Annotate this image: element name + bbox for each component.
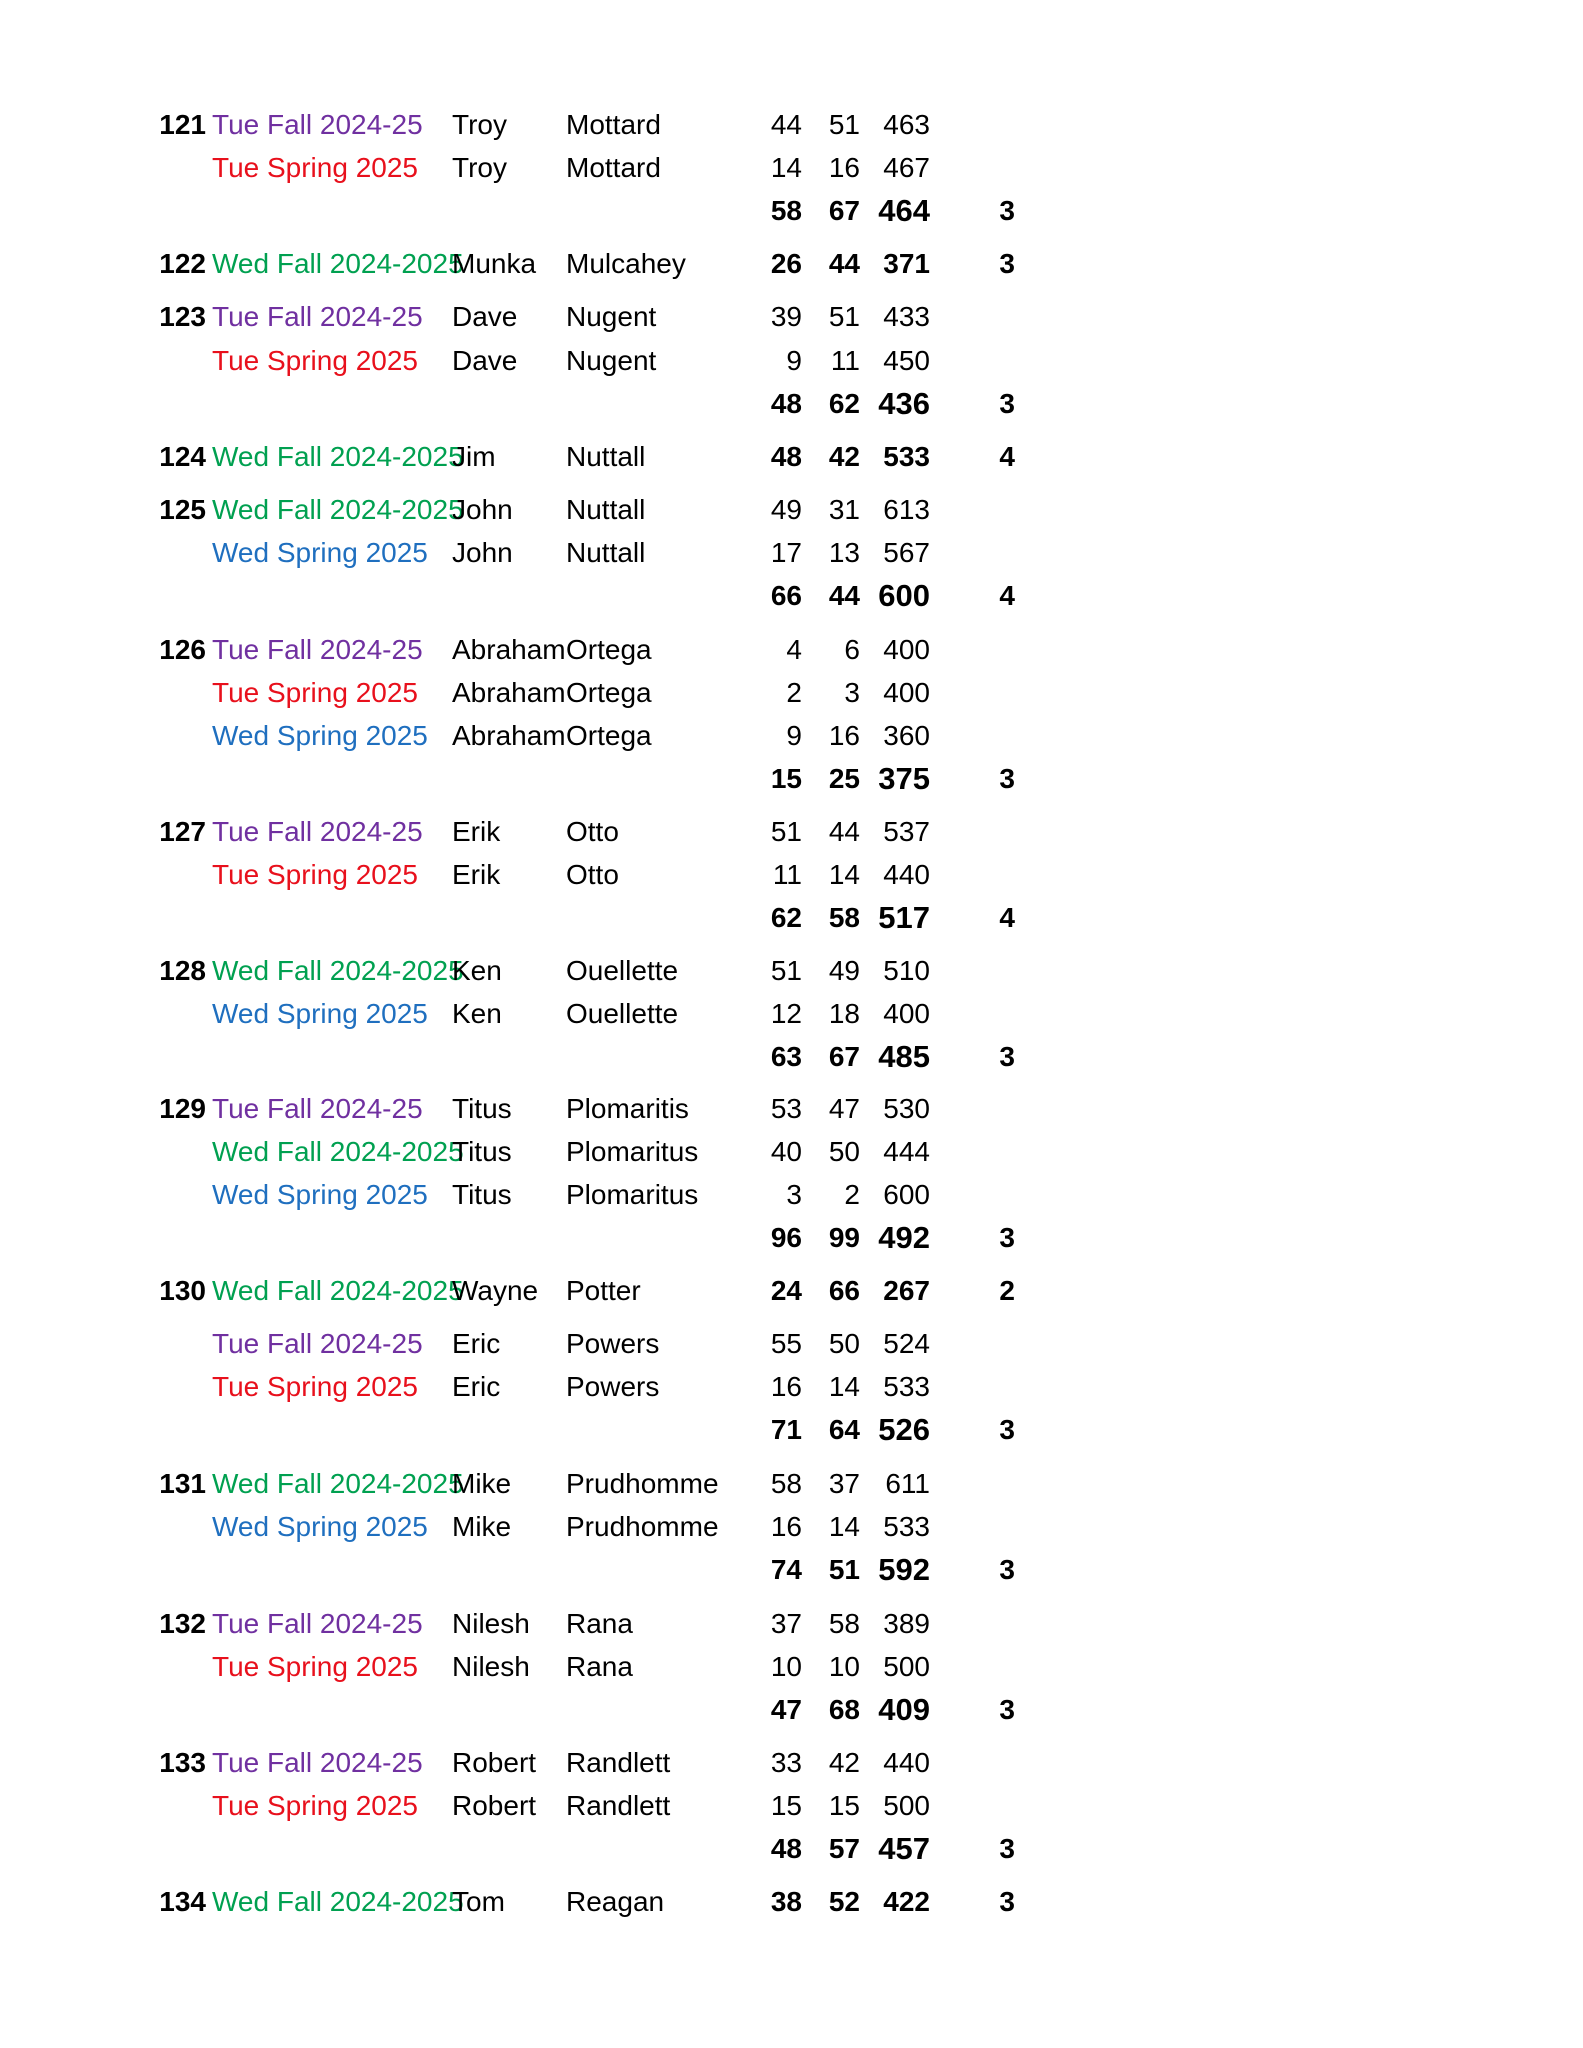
wins-value: 2 [786, 677, 802, 708]
rank-value: 3 [999, 388, 1015, 419]
wins-value: 15 [770, 1790, 802, 1821]
table-row [0, 716, 1583, 756]
last-name: Mulcahey [566, 248, 686, 279]
league-name: Tue Fall 2024-25 [212, 109, 423, 140]
average-value: 360 [883, 720, 930, 751]
rank-value: 3 [999, 1222, 1015, 1253]
losses-value: 37 [828, 1468, 860, 1499]
losses-value: 42 [828, 441, 860, 472]
first-name: Robert [452, 1790, 537, 1821]
bowler-number: 133 [159, 1747, 206, 1778]
first-name: Troy [452, 152, 507, 183]
losses-value: 42 [828, 1747, 860, 1778]
last-name: Ortega [566, 720, 652, 751]
total-row [0, 1550, 1583, 1590]
losses-value: 13 [828, 537, 860, 568]
wins-value: 58 [770, 1468, 802, 1499]
table-row [0, 951, 1583, 991]
average-value: 422 [883, 1886, 930, 1917]
bowler-number: 121 [159, 109, 206, 140]
average-value: 530 [883, 1093, 930, 1124]
last-name: Nuttall [566, 537, 646, 568]
last-name: Ortega [566, 634, 652, 665]
league-name: Wed Spring 2025 [212, 1511, 428, 1542]
table-row [0, 297, 1583, 337]
table-row [0, 1367, 1583, 1407]
average-value: 600 [883, 1179, 930, 1210]
first-name: Wayne [452, 1275, 539, 1306]
first-name: Titus [452, 1136, 512, 1167]
last-name: Plomaritus [566, 1179, 699, 1210]
losses-value: 52 [828, 1886, 860, 1917]
average-value: 400 [883, 677, 930, 708]
league-name: Wed Fall 2024-2025 [212, 441, 464, 472]
league-name: Tue Spring 2025 [212, 152, 418, 183]
table-row [0, 855, 1583, 895]
losses-value: 58 [828, 902, 860, 933]
rank-value: 3 [999, 248, 1015, 279]
last-name: Rana [566, 1608, 633, 1639]
last-name: Plomaritus [566, 1136, 699, 1167]
average-value: 533 [883, 1371, 930, 1402]
table-row [0, 1464, 1583, 1504]
losses-value: 64 [828, 1414, 860, 1445]
wins-value: 14 [770, 152, 802, 183]
average-value: 400 [883, 634, 930, 665]
losses-value: 66 [828, 1275, 860, 1306]
first-name: Erik [452, 859, 501, 890]
average-value: 433 [883, 301, 930, 332]
first-name: Jim [452, 441, 496, 472]
rank-value: 3 [999, 1886, 1015, 1917]
first-name: Nilesh [452, 1608, 530, 1639]
rank-value: 3 [999, 1554, 1015, 1585]
league-name: Tue Fall 2024-25 [212, 634, 423, 665]
last-name: Nugent [566, 301, 657, 332]
league-name: Wed Fall 2024-2025 [212, 1468, 464, 1499]
losses-value: 15 [828, 1790, 860, 1821]
wins-value: 49 [770, 494, 802, 525]
losses-value: 51 [828, 301, 860, 332]
average-value: 444 [883, 1136, 930, 1167]
table-row [0, 341, 1583, 381]
wins-value: 66 [770, 580, 802, 611]
rank-value: 3 [999, 763, 1015, 794]
average-value: 537 [883, 816, 930, 847]
average-value: 500 [883, 1651, 930, 1682]
losses-value: 51 [828, 1554, 860, 1585]
wins-value: 10 [770, 1651, 802, 1682]
wins-value: 48 [770, 388, 802, 419]
losses-value: 14 [828, 859, 860, 890]
league-name: Tue Spring 2025 [212, 1651, 418, 1682]
total-row [0, 1410, 1583, 1450]
total-row [0, 1690, 1583, 1730]
bowler-number: 134 [159, 1886, 206, 1917]
last-name: Randlett [566, 1747, 671, 1778]
table-row [0, 1647, 1583, 1687]
bowler-number: 125 [159, 494, 206, 525]
table-row [0, 1089, 1583, 1129]
last-name: Nugent [566, 345, 657, 376]
bowler-number: 130 [159, 1275, 206, 1306]
wins-value: 16 [770, 1371, 802, 1402]
average-value: 533 [883, 441, 930, 472]
average-value: 440 [883, 1747, 930, 1778]
losses-value: 2 [844, 1179, 860, 1210]
table-row [0, 1324, 1583, 1364]
table-row [0, 1882, 1583, 1922]
average-value: 457 [878, 1831, 930, 1866]
last-name: Reagan [566, 1886, 665, 1917]
first-name: Eric [452, 1371, 501, 1402]
average-value: 450 [883, 345, 930, 376]
wins-value: 9 [786, 720, 802, 751]
losses-value: 57 [828, 1833, 860, 1864]
first-name: Eric [452, 1328, 501, 1359]
table-row [0, 673, 1583, 713]
league-name: Wed Spring 2025 [212, 1179, 428, 1210]
rank-value: 3 [999, 1694, 1015, 1725]
last-name: Nuttall [566, 494, 646, 525]
league-name: Tue Fall 2024-25 [212, 816, 423, 847]
table-row [0, 148, 1583, 188]
bowler-number: 127 [159, 816, 206, 847]
wins-value: 12 [770, 998, 802, 1029]
losses-value: 99 [828, 1222, 860, 1253]
table-row [0, 244, 1583, 284]
average-value: 375 [878, 761, 930, 796]
rank-value: 3 [999, 195, 1015, 226]
league-name: Tue Fall 2024-25 [212, 301, 423, 332]
average-value: 600 [878, 578, 930, 613]
first-name: Ken [452, 998, 502, 1029]
first-name: Mike [452, 1511, 512, 1542]
losses-value: 44 [828, 580, 860, 611]
total-row [0, 898, 1583, 938]
total-row [0, 191, 1583, 231]
first-name: Munka [452, 248, 537, 279]
last-name: Mottard [566, 109, 661, 140]
first-name: Dave [452, 301, 518, 332]
losses-value: 51 [828, 109, 860, 140]
league-name: Wed Fall 2024-2025 [212, 1886, 464, 1917]
first-name: Mike [452, 1468, 512, 1499]
losses-value: 11 [830, 345, 860, 376]
table-row [0, 1604, 1583, 1644]
average-value: 389 [883, 1608, 930, 1639]
bowler-number: 129 [159, 1093, 206, 1124]
table-row [0, 1132, 1583, 1172]
first-name: Robert [452, 1747, 537, 1778]
bowler-number: 124 [159, 441, 206, 472]
total-row [0, 759, 1583, 799]
last-name: Potter [566, 1275, 641, 1306]
league-name: Wed Spring 2025 [212, 998, 428, 1029]
last-name: Powers [566, 1328, 660, 1359]
last-name: Nuttall [566, 441, 646, 472]
last-name: Mottard [566, 152, 661, 183]
last-name: Ortega [566, 677, 652, 708]
table-row [0, 490, 1583, 530]
last-name: Ouellette [566, 955, 679, 986]
rank-value: 4 [999, 441, 1015, 472]
average-value: 533 [883, 1511, 930, 1542]
losses-value: 16 [828, 152, 860, 183]
league-name: Tue Fall 2024-25 [212, 1328, 423, 1359]
first-name: Erik [452, 816, 501, 847]
average-value: 613 [883, 494, 930, 525]
first-name: Titus [452, 1179, 512, 1210]
wins-value: 15 [770, 763, 802, 794]
bowler-number: 132 [159, 1608, 206, 1639]
table-row [0, 994, 1583, 1034]
wins-value: 71 [770, 1414, 802, 1445]
losses-value: 58 [828, 1608, 860, 1639]
losses-value: 49 [828, 955, 860, 986]
wins-value: 37 [770, 1608, 802, 1639]
table-row [0, 1507, 1583, 1547]
league-name: Wed Fall 2024-2025 [212, 494, 464, 525]
wins-value: 51 [770, 955, 802, 986]
first-name: Troy [452, 109, 507, 140]
table-row [0, 1271, 1583, 1311]
wins-value: 33 [770, 1747, 802, 1778]
first-name: Titus [452, 1093, 512, 1124]
average-value: 409 [878, 1692, 930, 1727]
total-row [0, 384, 1583, 424]
rank-value: 3 [999, 1833, 1015, 1864]
wins-value: 17 [770, 537, 802, 568]
table-row [0, 437, 1583, 477]
wins-value: 63 [770, 1041, 802, 1072]
losses-value: 25 [828, 763, 860, 794]
first-name: Abraham [452, 677, 566, 708]
league-name: Tue Fall 2024-25 [212, 1747, 423, 1778]
losses-value: 18 [828, 998, 860, 1029]
league-name: Wed Spring 2025 [212, 537, 428, 568]
losses-value: 31 [828, 494, 860, 525]
average-value: 592 [878, 1552, 930, 1587]
league-name: Tue Spring 2025 [212, 1371, 418, 1402]
last-name: Ouellette [566, 998, 679, 1029]
wins-value: 48 [770, 1833, 802, 1864]
first-name: Abraham [452, 720, 566, 751]
rank-value: 2 [999, 1275, 1015, 1306]
losses-value: 3 [844, 677, 860, 708]
average-value: 440 [883, 859, 930, 890]
wins-value: 40 [770, 1136, 802, 1167]
last-name: Powers [566, 1371, 660, 1402]
wins-value: 55 [770, 1328, 802, 1359]
rank-value: 4 [999, 902, 1015, 933]
table-row [0, 1786, 1583, 1826]
losses-value: 16 [828, 720, 860, 751]
wins-value: 9 [786, 345, 802, 376]
losses-value: 44 [828, 816, 860, 847]
league-name: Tue Spring 2025 [212, 677, 418, 708]
losses-value: 62 [828, 388, 860, 419]
rank-value: 3 [999, 1041, 1015, 1072]
losses-value: 14 [828, 1371, 860, 1402]
wins-value: 58 [770, 195, 802, 226]
average-value: 526 [878, 1412, 930, 1447]
average-value: 464 [878, 193, 930, 228]
table-row [0, 1743, 1583, 1783]
league-name: Wed Fall 2024-2025 [212, 248, 464, 279]
total-row [0, 1218, 1583, 1258]
last-name: Otto [566, 859, 619, 890]
average-value: 400 [883, 998, 930, 1029]
bowler-number: 131 [159, 1468, 206, 1499]
losses-value: 10 [828, 1651, 860, 1682]
average-value: 436 [878, 386, 930, 421]
table-row [0, 812, 1583, 852]
first-name: Dave [452, 345, 518, 376]
league-name: Wed Fall 2024-2025 [212, 1136, 464, 1167]
wins-value: 96 [770, 1222, 802, 1253]
wins-value: 48 [770, 441, 802, 472]
league-name: Tue Fall 2024-25 [212, 1608, 423, 1639]
total-row [0, 576, 1583, 616]
losses-value: 67 [828, 195, 860, 226]
wins-value: 4 [786, 634, 802, 665]
first-name: Tom [452, 1886, 505, 1917]
wins-value: 74 [770, 1554, 802, 1585]
first-name: Ken [452, 955, 502, 986]
league-name: Tue Fall 2024-25 [212, 1093, 423, 1124]
bowler-number: 122 [159, 248, 206, 279]
league-name: Tue Spring 2025 [212, 345, 418, 376]
wins-value: 38 [770, 1886, 802, 1917]
total-row [0, 1037, 1583, 1077]
last-name: Rana [566, 1651, 633, 1682]
table-row [0, 630, 1583, 670]
average-value: 500 [883, 1790, 930, 1821]
losses-value: 67 [828, 1041, 860, 1072]
league-name: Wed Fall 2024-2025 [212, 1275, 464, 1306]
wins-value: 11 [772, 859, 802, 890]
losses-value: 6 [844, 634, 860, 665]
table-row [0, 105, 1583, 145]
first-name: Nilesh [452, 1651, 530, 1682]
first-name: John [452, 537, 513, 568]
table-row [0, 533, 1583, 573]
average-value: 492 [878, 1220, 930, 1255]
average-value: 567 [883, 537, 930, 568]
league-name: Wed Spring 2025 [212, 720, 428, 751]
last-name: Randlett [566, 1790, 671, 1821]
average-value: 467 [883, 152, 930, 183]
wins-value: 53 [770, 1093, 802, 1124]
last-name: Prudhomme [566, 1511, 719, 1542]
average-value: 517 [878, 900, 930, 935]
wins-value: 62 [770, 902, 802, 933]
last-name: Prudhomme [566, 1468, 719, 1499]
first-name: John [452, 494, 513, 525]
table-row [0, 1175, 1583, 1215]
average-value: 485 [878, 1039, 930, 1074]
losses-value: 68 [828, 1694, 860, 1725]
average-value: 510 [883, 955, 930, 986]
bowler-number: 126 [159, 634, 206, 665]
wins-value: 26 [770, 248, 802, 279]
bowler-number: 128 [159, 955, 206, 986]
losses-value: 14 [828, 1511, 860, 1542]
losses-value: 50 [828, 1328, 860, 1359]
league-name: Tue Spring 2025 [212, 1790, 418, 1821]
average-value: 371 [883, 248, 930, 279]
league-name: Wed Fall 2024-2025 [212, 955, 464, 986]
rank-value: 4 [999, 580, 1015, 611]
last-name: Otto [566, 816, 619, 847]
rank-value: 3 [999, 1414, 1015, 1445]
last-name: Plomaritis [566, 1093, 689, 1124]
bowler-number: 123 [159, 301, 206, 332]
losses-value: 47 [828, 1093, 860, 1124]
wins-value: 44 [770, 109, 802, 140]
total-row [0, 1829, 1583, 1869]
losses-value: 50 [828, 1136, 860, 1167]
league-name: Tue Spring 2025 [212, 859, 418, 890]
wins-value: 39 [770, 301, 802, 332]
wins-value: 47 [770, 1694, 802, 1725]
losses-value: 44 [828, 248, 860, 279]
wins-value: 24 [770, 1275, 802, 1306]
average-value: 611 [885, 1468, 930, 1499]
wins-value: 51 [770, 816, 802, 847]
average-value: 524 [883, 1328, 930, 1359]
wins-value: 16 [770, 1511, 802, 1542]
average-value: 463 [883, 109, 930, 140]
first-name: Abraham [452, 634, 566, 665]
wins-value: 3 [786, 1179, 802, 1210]
average-value: 267 [883, 1275, 930, 1306]
